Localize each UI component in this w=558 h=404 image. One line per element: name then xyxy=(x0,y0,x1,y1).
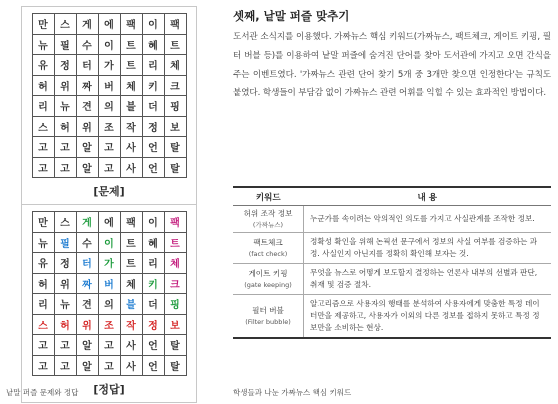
puzzle-cell: 체 xyxy=(121,76,143,97)
puzzle-cell: 고 xyxy=(99,137,121,158)
puzzle-caption: 낱말 퍼즐 문제와 정답 xyxy=(6,388,79,397)
puzzle-cell: 이 xyxy=(99,233,121,254)
row-keyword xyxy=(233,233,304,264)
puzzle-cell: 핑 xyxy=(165,96,187,117)
puzzle-cell: 키 xyxy=(143,274,165,295)
puzzle-cell: 조 xyxy=(99,117,121,138)
article-body: 도서관 소식지를 이용했다. 가짜뉴스 핵심 키워드(가짜뉴스, 팩트체크, 게이트 키핑, 필터 버블 등)를 이용하여 낱말 퍼즐에 숨겨진 단어를 찾아 도서관에 가지고 오면 간식을 주는 이벤트였다. '가짜뉴스 관련 단어 찾기 5개 중 3개만 찾으면 인정한다'는 규칙도 붙였다. 학생들이 부담감 없이 가짜뉴스 관련 어휘를 익힐 수 있는 효과적인 방법이다. xyxy=(233,32,551,99)
table-row xyxy=(233,264,551,295)
puzzle-cell: 고 xyxy=(99,158,121,179)
puzzle-cell: 수 xyxy=(77,35,99,56)
puzzle-cell: 스 xyxy=(33,117,55,138)
row-content: 정확성 확인을 위해 논픽션 문구에서 정보의 사실 여부를 검증하는 과정. 사실인지 아닌지를 정확히 확인해 보자는 것. xyxy=(304,233,552,264)
puzzle-cell: 핑 xyxy=(165,294,187,315)
puzzle-cell: 언 xyxy=(143,158,165,179)
puzzle-cell: 작 xyxy=(121,117,143,138)
puzzle-cell: 혜 xyxy=(143,233,165,254)
puzzle-cell: 터 xyxy=(77,253,99,274)
puzzle-cell: 언 xyxy=(143,137,165,158)
puzzle-cell: 스 xyxy=(55,14,77,35)
puzzle-cell: 허 xyxy=(33,274,55,295)
row-keyword xyxy=(233,264,304,295)
puzzle-cell: 크 xyxy=(165,274,187,295)
puzzle-cell: 사 xyxy=(121,137,143,158)
puzzle-cell: 탈 xyxy=(165,137,187,158)
puzzle-cell: 버 xyxy=(99,274,121,295)
puzzle-question-title: [문제] xyxy=(93,185,125,198)
puzzle-cell: 정 xyxy=(143,315,165,336)
puzzle-cell: 유 xyxy=(33,253,55,274)
puzzle-cell: 사 xyxy=(121,335,143,356)
puzzle-cell: 게 xyxy=(77,14,99,35)
puzzle-cell: 허 xyxy=(33,76,55,97)
puzzle-cell: 유 xyxy=(33,55,55,76)
puzzle-cell: 정 xyxy=(55,55,77,76)
puzzle-cell: 키 xyxy=(143,76,165,97)
table-caption: 학생들과 나눈 가짜뉴스 핵심 키워드 xyxy=(233,388,352,397)
puzzle-cell: 체 xyxy=(165,55,187,76)
row-keyword xyxy=(233,295,304,339)
keyword-label: 팩트체크 xyxy=(253,238,283,247)
puzzle-cell: 알 xyxy=(77,137,99,158)
puzzle-cell: 체 xyxy=(121,274,143,295)
puzzle-cell: 가 xyxy=(99,55,121,76)
puzzle-cell: 혜 xyxy=(143,35,165,56)
puzzle-cell: 리 xyxy=(33,96,55,117)
puzzle-cell: 탈 xyxy=(165,356,187,377)
puzzle-cell: 더 xyxy=(143,294,165,315)
puzzle-cell: 터 xyxy=(77,55,99,76)
puzzle-cell: 짜 xyxy=(77,76,99,97)
puzzle-cell: 알 xyxy=(77,335,99,356)
puzzle-cell: 탈 xyxy=(165,158,187,179)
keyword-label: 허위 조작 정보 xyxy=(243,209,293,218)
puzzle-cell: 허 xyxy=(55,315,77,336)
puzzle-cell: 언 xyxy=(143,356,165,377)
puzzle-cell: 고 xyxy=(33,335,55,356)
puzzle-cell: 가 xyxy=(99,253,121,274)
keyword-sub: (gate keeping) xyxy=(244,281,292,289)
puzzle-cell: 위 xyxy=(77,315,99,336)
puzzle-cell: 정 xyxy=(55,253,77,274)
puzzle-cell: 고 xyxy=(33,158,55,179)
puzzle-cell: 뉴 xyxy=(55,294,77,315)
table-row xyxy=(233,295,551,339)
puzzle-cell: 팩 xyxy=(121,14,143,35)
keyword-sub: (가짜뉴스) xyxy=(252,221,284,229)
header-keyword: 키워드 xyxy=(233,187,304,206)
keyword-table xyxy=(233,186,551,339)
puzzle-cell: 고 xyxy=(99,335,121,356)
keyword-label: 필터 버블 xyxy=(252,306,284,315)
puzzle-cell: 의 xyxy=(99,294,121,315)
puzzle-cell: 보 xyxy=(165,117,187,138)
puzzle-cell: 체 xyxy=(165,253,187,274)
puzzle-cell: 리 xyxy=(33,294,55,315)
puzzle-cell: 견 xyxy=(77,294,99,315)
row-content: 무엇을 뉴스로 어떻게 보도할지 결정하는 언론사 내부의 선별과 판단, 취재 및 검증 절차. xyxy=(304,264,552,295)
puzzle-cell: 스 xyxy=(55,212,77,233)
puzzle-cell: 조 xyxy=(99,315,121,336)
puzzle-cell: 허 xyxy=(55,117,77,138)
keyword-label: 게이트 키핑 xyxy=(248,269,288,278)
puzzle-cell: 위 xyxy=(77,117,99,138)
puzzle-cell: 만 xyxy=(33,14,55,35)
puzzle-cell: 이 xyxy=(143,14,165,35)
puzzle-cell: 언 xyxy=(143,335,165,356)
puzzle-cell: 고 xyxy=(99,356,121,377)
puzzle-cell: 짜 xyxy=(77,274,99,295)
row-content: 누군가를 속이려는 악의적인 의도를 가지고 사실관계를 조작한 정보. xyxy=(304,206,552,233)
puzzle-cell: 뉴 xyxy=(55,96,77,117)
table-row xyxy=(233,233,551,264)
puzzle-cell: 보 xyxy=(165,315,187,336)
header-content: 내 용 xyxy=(304,187,552,206)
puzzle-cell: 위 xyxy=(55,274,77,295)
puzzle-cell: 리 xyxy=(143,55,165,76)
puzzle-cell: 고 xyxy=(33,356,55,377)
puzzle-cell: 수 xyxy=(77,233,99,254)
puzzle-cell: 버 xyxy=(99,76,121,97)
keyword-sub: (Filter bubble) xyxy=(245,318,291,326)
keyword-sub: (fact check) xyxy=(248,250,288,258)
row-keyword xyxy=(233,206,304,233)
puzzle-cell: 블 xyxy=(121,294,143,315)
puzzle-cell: 블 xyxy=(121,96,143,117)
puzzle-cell: 의 xyxy=(99,96,121,117)
puzzle-cell: 고 xyxy=(55,158,77,179)
puzzle-cell: 탈 xyxy=(165,335,187,356)
puzzle-cell: 견 xyxy=(77,96,99,117)
puzzle-answer-grid xyxy=(32,211,187,376)
puzzle-cell: 사 xyxy=(121,158,143,179)
table-header-row xyxy=(233,187,551,206)
puzzle-cell: 사 xyxy=(121,356,143,377)
puzzle-cell: 뉴 xyxy=(33,233,55,254)
puzzle-cell: 에 xyxy=(99,212,121,233)
puzzle-cell: 알 xyxy=(77,158,99,179)
puzzle-cell: 트 xyxy=(165,233,187,254)
puzzle-cell: 트 xyxy=(121,35,143,56)
puzzle-cell: 고 xyxy=(55,335,77,356)
puzzle-cell: 크 xyxy=(165,76,187,97)
puzzle-cell: 고 xyxy=(55,137,77,158)
puzzle-cell: 이 xyxy=(143,212,165,233)
puzzle-cell: 팩 xyxy=(121,212,143,233)
puzzle-question xyxy=(21,6,197,205)
puzzle-cell: 스 xyxy=(33,315,55,336)
puzzle-cell: 트 xyxy=(121,253,143,274)
puzzle-cell: 팩 xyxy=(165,212,187,233)
puzzle-cell: 더 xyxy=(143,96,165,117)
puzzle-cell: 위 xyxy=(55,76,77,97)
article-heading: 셋째, 낱말 퍼즐 맞추기 xyxy=(233,9,350,23)
puzzle-cell: 정 xyxy=(143,117,165,138)
puzzle-cell: 고 xyxy=(55,356,77,377)
puzzle-cell: 트 xyxy=(121,233,143,254)
puzzle-cell: 작 xyxy=(121,315,143,336)
puzzle-cell: 리 xyxy=(143,253,165,274)
puzzle-column xyxy=(21,6,197,403)
puzzle-cell: 트 xyxy=(165,35,187,56)
article-column xyxy=(233,8,551,332)
puzzle-question-grid xyxy=(32,13,187,178)
puzzle-cell: 에 xyxy=(99,14,121,35)
puzzle-cell: 팩 xyxy=(165,14,187,35)
puzzle-cell: 게 xyxy=(77,212,99,233)
puzzle-cell: 만 xyxy=(33,212,55,233)
table-row xyxy=(233,206,551,233)
puzzle-answer xyxy=(21,205,197,403)
puzzle-cell: 필 xyxy=(55,35,77,56)
puzzle-cell: 필 xyxy=(55,233,77,254)
puzzle-cell: 이 xyxy=(99,35,121,56)
puzzle-cell: 고 xyxy=(33,137,55,158)
puzzle-cell: 뉴 xyxy=(33,35,55,56)
puzzle-cell: 알 xyxy=(77,356,99,377)
row-content: 알고리즘으로 사용자의 행태를 분석하여 사용자에게 맞춤한 특정 데이터만을 제공하고, 사용자가 이외의 다른 정보를 접하지 못하고 특정 정보만을 소비하는 현상. xyxy=(304,295,552,339)
puzzle-cell: 트 xyxy=(121,55,143,76)
puzzle-answer-title: [정답] xyxy=(93,383,125,396)
